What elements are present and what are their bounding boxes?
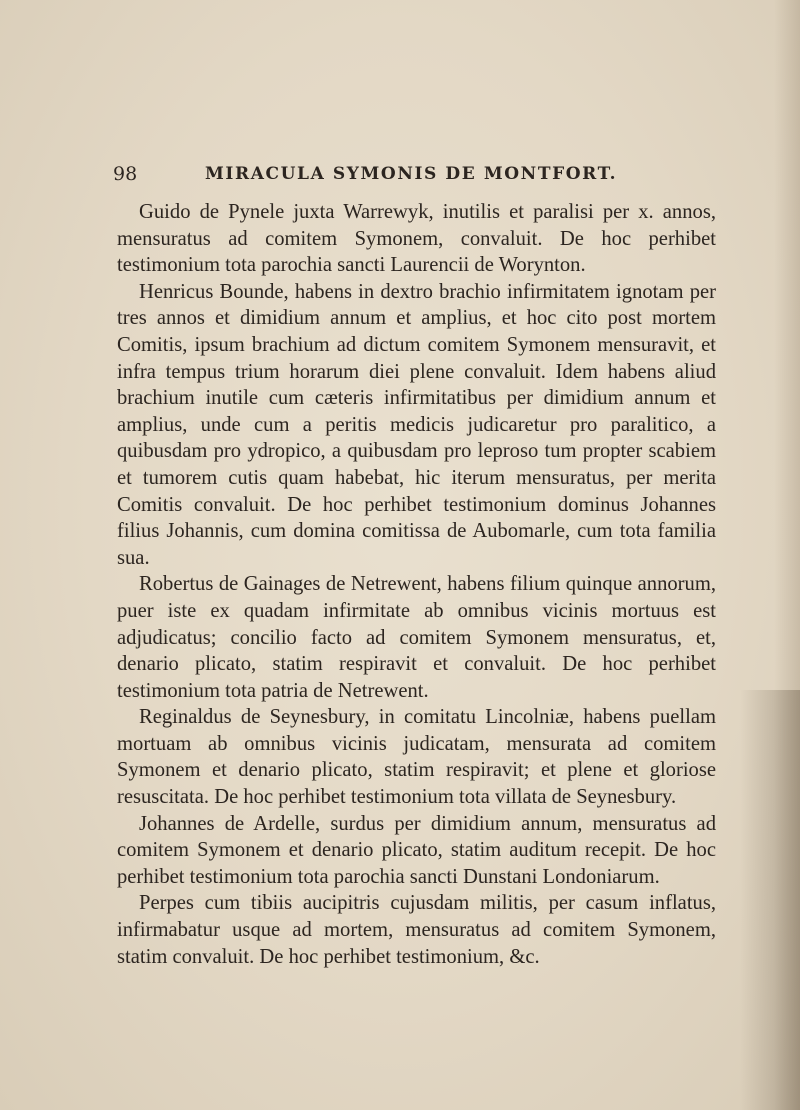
paragraph-johannes: Johannes de Ardelle, surdus per dimidium annum, mensuratus ad comitem Symonem et denario plicato, statim auditum recepit. De hoc perhibet testimonium tota parochia sancti Dunstani Londoniarum. bbox=[117, 812, 716, 888]
paragraph-reginaldus: Reginaldus de Seynesbury, in comitatu Lincolniæ, habens puellam mortuam ab omnibus vicinis judicatam, mensurata ad comitem Symonem et denario plicato, statim respiravit; et plene et gloriose resuscitata. De hoc perhibet testimonium tota villata de Seynesbury. bbox=[117, 706, 716, 809]
paragraph-perpes: Perpes cum tibiis aucipitris cujusdam militis, per casum inflatus, infirmabatur usque ad mortem, mensuratus ad comitem Symonem, statim convaluit. De hoc perhibet testimonium, &c. bbox=[117, 892, 716, 968]
page-corner-shadow bbox=[740, 690, 800, 1110]
body-text bbox=[117, 199, 716, 970]
paragraph-robertus: Robertus de Gainages de Netrewent, habens filium quinque annorum, puer iste ex quadam infirmitate ab omnibus vicinis mortuus est adjudicatus; concilio facto ad comitem Symonem mensuratus, et, denario plicato, statim respiravit et convaluit. De hoc perhibet testimonium tota patria de Netrewent. bbox=[117, 573, 716, 702]
paragraph-henricus: Henricus Bounde, habens in dextro brachio infirmitatem ignotam per tres annos et dimidium annum et amplius, et hoc cito post mortem Comitis, ipsum brachium ad dictum comitem Symonem mensuravit, et infra tempus trium horarum diei plene convaluit. Idem habens aliud brachium inutile cum cæteris infirmitatibus per dimidium annum et amplius, unde cum a peritis medicis judicaretur pro paralitico, a quibusdam pro ydropico, a quibusdam pro leproso tum propter scabiem et tumorem cutis quam habebat, hic iterum mensuratus, per merita Comitis convaluit. De hoc perhibet testimonium dominus Johannes filius Johannis, cum domina comitissa de Aubomarle, cum tota familia sua. bbox=[117, 280, 716, 569]
running-title: MIRACULA SYMONIS DE MONTFORT. bbox=[205, 164, 618, 184]
page-number: 98 bbox=[113, 163, 138, 185]
page-header bbox=[113, 163, 713, 193]
paragraph-guido: Guido de Pynele juxta Warrewyk, inutilis et paralisi per x. annos, mensuratus ad comitem Symonem, convaluit. De hoc perhibet testimonium tota parochia sancti Laurencii de Worynton. bbox=[117, 201, 716, 277]
